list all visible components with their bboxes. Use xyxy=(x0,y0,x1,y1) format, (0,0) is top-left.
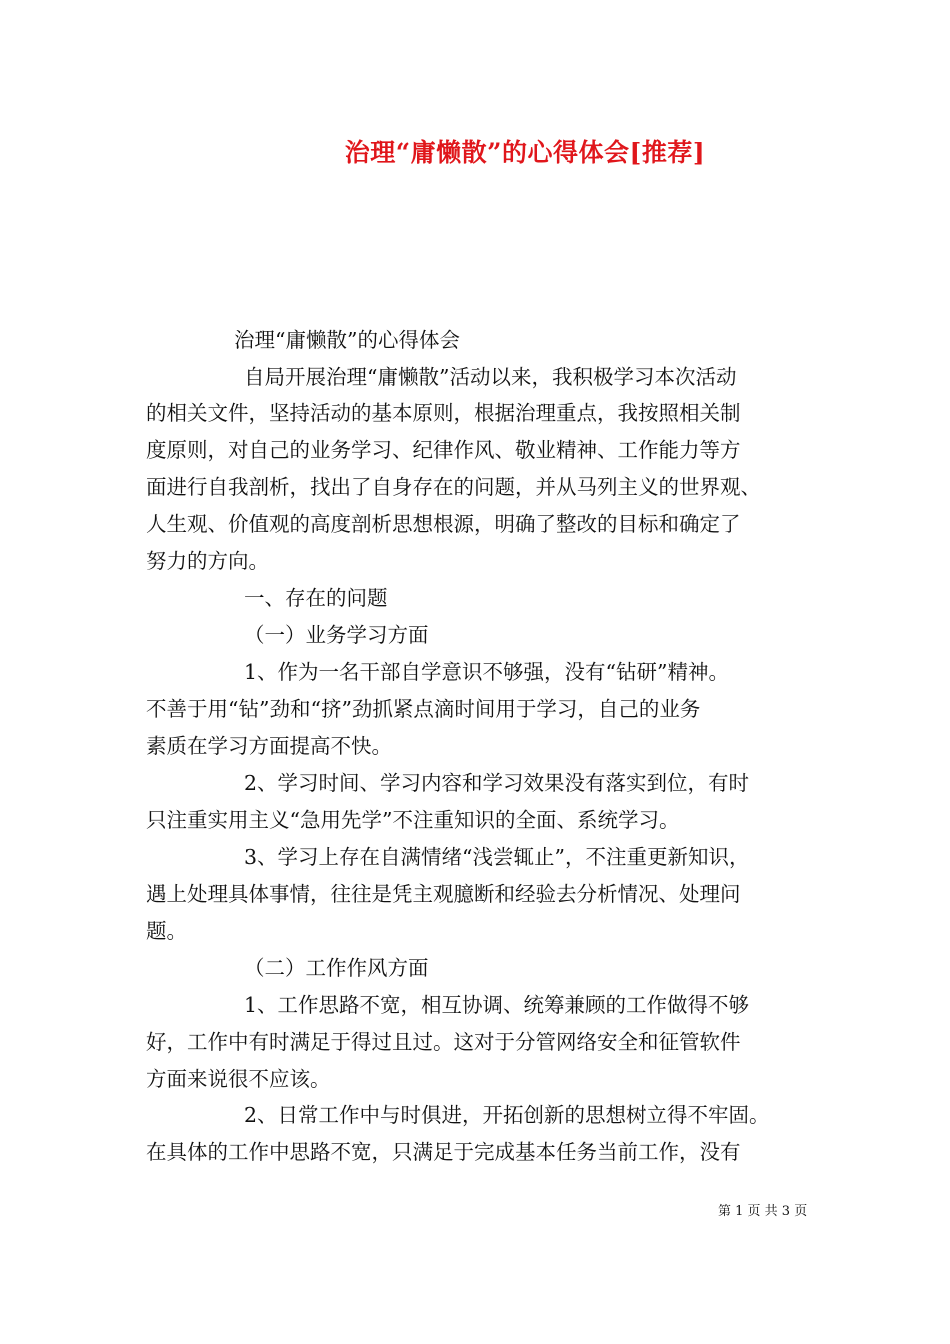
paragraph-line: 1、作为一名干部自学意识不够强，没有“钻研”精神。 xyxy=(244,660,730,684)
paragraph-line: 3、学习上存在自满情绪“浅尝辄止”，不注重更新知识， xyxy=(244,845,750,869)
paragraph-line: 不善于用“钻”劲和“挤”劲抓紧点滴时间用于学习，自己的业务 xyxy=(146,697,701,721)
paragraph-line: 度原则，对自己的业务学习、纪律作风、敬业精神、工作能力等方 xyxy=(146,438,741,462)
paragraph-line: 2、日常工作中与时俱进，开拓创新的思想树立得不牢固。 xyxy=(244,1103,770,1127)
paragraph-line: 2、学习时间、学习内容和学习效果没有落实到位，有时 xyxy=(244,771,750,795)
paragraph-line: 1、工作思路不宽，相互协调、统筹兼顾的工作做得不够 xyxy=(244,993,750,1017)
paragraph-line: 在具体的工作中思路不宽，只满足于完成基本任务当前工作，没有 xyxy=(146,1140,741,1164)
paragraph-line: 人生观、价值观的高度剖析思想根源，明确了整改的目标和确定了 xyxy=(146,512,741,536)
paragraph-line: 自局开展治理“庸懒散”活动以来，我积极学习本次活动 xyxy=(244,365,737,389)
paragraph-line: 努力的方向。 xyxy=(146,549,269,573)
paragraph-line: 只注重实用主义“急用先学”不注重知识的全面、系统学习。 xyxy=(146,808,680,832)
section-heading: 治理“庸懒散”的心得体会 xyxy=(234,328,460,352)
paragraph-line: 好，工作中有时满足于得过且过。这对于分管网络安全和征管软件 xyxy=(146,1030,741,1054)
subsection-heading: （二）工作作风方面 xyxy=(244,956,429,980)
subsection-heading: （一）业务学习方面 xyxy=(244,623,429,647)
paragraph-line: 方面来说很不应该。 xyxy=(146,1067,331,1091)
paragraph-line: 面进行自我剖析，找出了自身存在的问题，并从马列主义的世界观、 xyxy=(146,475,761,499)
paragraph-line: 素质在学习方面提高不快。 xyxy=(146,734,392,758)
paragraph-line: 的相关文件，坚持活动的基本原则，根据治理重点，我按照相关制 xyxy=(146,401,741,425)
section-heading: 一、存在的问题 xyxy=(244,586,388,610)
page-number-footer: 第 1 页 共 3 页 xyxy=(718,1204,808,1219)
paragraph-line: 遇上处理具体事情，往往是凭主观臆断和经验去分析情况、处理问 xyxy=(146,882,741,906)
paragraph-line: 题。 xyxy=(146,919,187,943)
document-title: 治理“庸懒散”的心得体会[推荐] xyxy=(344,138,706,167)
